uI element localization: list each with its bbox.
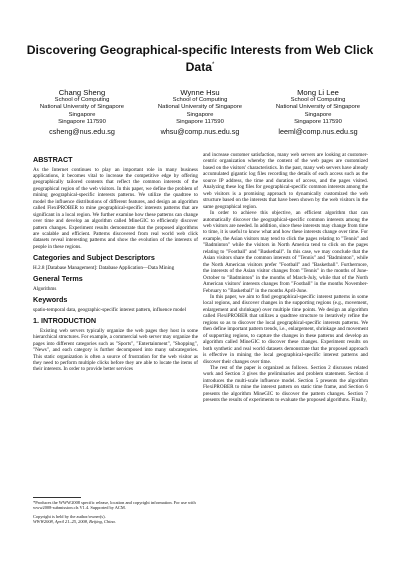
body-paragraph: In this paper, we aim to find geographical-specific interest patterns in some local regions, and discover changes in the supporting regions (e.g., movement, enlargement and shrinkage) over multiple time points. We design an algorithm called FlexiPROBER that utilizes a quadtree structure to iteratively refine the regions so as to discover the local geographical-specific interests patterns. We then define important pattern trends, i.e., enlargement, shrinkage and movement of supporting regions, to capture the changes in these patterns and develop an algorithm called MineGIC to discover these changes. Experiment results on both synthetic and real world datasets demonstrate that the proposed approach is effective in mining the local geographical-specific interest patterns and discover their changes over time. bbox=[203, 293, 368, 365]
author-dept: School of Computing bbox=[54, 97, 110, 103]
categories-heading: Categories and Subject Descriptors bbox=[33, 253, 155, 263]
terms-heading: General Terms bbox=[33, 274, 83, 284]
right-column bbox=[203, 152, 368, 404]
author-postal: Singapore 117590 bbox=[58, 118, 106, 125]
author-city: Singapore bbox=[186, 111, 214, 118]
title-footnote-mark: * bbox=[212, 62, 215, 68]
footnote-copyright: Copyright is held by the author/owner(s). bbox=[33, 513, 106, 519]
author-dept: School of Computing bbox=[290, 97, 346, 103]
footnote-block bbox=[33, 497, 198, 525]
keywords-text: spatio-temporal data, geographic-specific interest pattern, influence model bbox=[33, 306, 187, 313]
introduction-paragraph: Existing web servers typically organize the web pages they host in some hierarchical structures. For example, a commercial web server may organize the pages into different categories such as "Sports", "Entertainment", "Shopping", "News", and each category is further decomposed into many subcategories. This static organization is often a source of frustration for the web visitor as they need to perform multiple clicks before they are able to locate the items of their interests. In order to provide better services bbox=[33, 327, 198, 373]
author-block bbox=[28, 88, 372, 135]
paper-title bbox=[20, 43, 380, 75]
body-paragraph: and increase customer satisfaction, many web servers are looking at customer-centric organization whereby the content of the web pages are customized based on the visitors' characteristics. In the past, many web servers have already accumulated gigantic log files recording the details of each access such as the source IP address, the time and duration of access, and the pages visited. Analyzing these log files for geographical-specific common interests among the web visitors is a promising approach to dynamically customized the web structure based on the interests that have been shown by the web visitors in the same geographical region. bbox=[203, 152, 368, 210]
author-name: Mong Li Lee bbox=[297, 88, 339, 97]
abstract-heading: ABSTRACT bbox=[33, 155, 73, 164]
author-univ: National University of Singapore bbox=[39, 104, 125, 111]
author-dept: School of Computing bbox=[172, 97, 228, 103]
abstract-text: As the Internet continues to play an important role in many business applications, it becomes vital to increase the competitive edge by offering geographically tailored contents that reflect the common interests of the geographical region of the web visitors. In this paper, we define the problem of mining geographical-specific interests patterns. We utilize the quadtree to model the influence distributions of different features, and design an algorithm called FlexiPROBER to mine geographical-specific interests patterns that are significant in a local region. We further examine how these patterns can change over time and develop an algorithm called MineGIC to efficiently discover pattern changes. Experiment results demonstrate that the proposed algorithms are scalable and efficient. Patterns discovered from real world web click datasets reveal interesting patterns and show the evolution of the interests of people in these regions. bbox=[33, 166, 198, 250]
footnote-release: *Produces the WWW2008 specific release, location and copyright information. For use with www2008-submission.cls V1.4. Supported by ACM. bbox=[33, 500, 196, 511]
author-postal: Singapore 117590 bbox=[294, 118, 342, 125]
author-email[interactable]: whsu@comp.nus.edu.sg bbox=[160, 127, 240, 137]
keywords-heading: Keywords bbox=[33, 295, 68, 305]
terms-text: Algorithms bbox=[33, 285, 57, 292]
body-paragraph: In order to achieve this objective, an efficient algorithm that can automatically discover the geographical-specific common interests among the web visitors are needed. In addition, since these interests may change from time to time, it is useful to know what and how these interests change over time. For example, the Asian visitors may tend to click the pages relating to "Tennis" and "Badminton" while the visitors in North America tend to click on the pages relating to "Football" and "Basketball". In this case, we may conclude that the Asian visitors share the common interests of "Tennis" and "Badminton", while the North American visitors prefer "Football" and "Basketball". Furthermore, the interests of the Asian visitor changes from "Tennis" in the months of June-October to "Badminton" in the months of March-July, while that of the North American visitors' interests changes from "Football" in the months November-February to "Basketball" in the months April-June. bbox=[203, 210, 368, 294]
author-univ: National University of Singapore bbox=[275, 104, 361, 111]
footnote-venue: WWW2008, April 21–25, 2008, Beijing, China. bbox=[33, 519, 116, 525]
author-email[interactable]: csheng@nus.edu.sg bbox=[49, 127, 115, 137]
author-city: Singapore bbox=[304, 111, 332, 118]
left-column bbox=[33, 152, 198, 373]
author-univ: National University of Singapore bbox=[157, 104, 243, 111]
author-1 bbox=[28, 88, 136, 135]
author-3 bbox=[264, 88, 372, 135]
body-paragraph: The rest of the paper is organized as follows. Section 2 discusses related work and Section 3 gives the preliminaries and problem statement. Section 4 introduces the multi-scale influence model. Section 5 presents the algorithm FlexiPROBER to mine the interest pattern on static time frame, and Section 6 presents the algorithm MineGIC to discover the pattern changes. Section 7 presents the results of experiments to evaluate the proposed algorithms. Finally, bbox=[203, 364, 368, 404]
author-name: Wynne Hsu bbox=[180, 88, 220, 97]
author-2 bbox=[146, 88, 254, 135]
author-email[interactable]: leeml@comp.nus.edu.sg bbox=[278, 127, 358, 137]
author-postal: Singapore 117590 bbox=[176, 118, 224, 125]
introduction-heading: 1. INTRODUCTION bbox=[33, 316, 97, 326]
author-name: Chang Sheng bbox=[58, 88, 106, 97]
title-text: Discovering Geographical-specific Interests from Web Click Data bbox=[26, 43, 374, 75]
footnote-rule bbox=[33, 497, 81, 498]
author-city: Singapore bbox=[68, 111, 96, 118]
categories-text: H.2.8 [Database Management]: Database Application—Data Mining bbox=[33, 264, 175, 271]
